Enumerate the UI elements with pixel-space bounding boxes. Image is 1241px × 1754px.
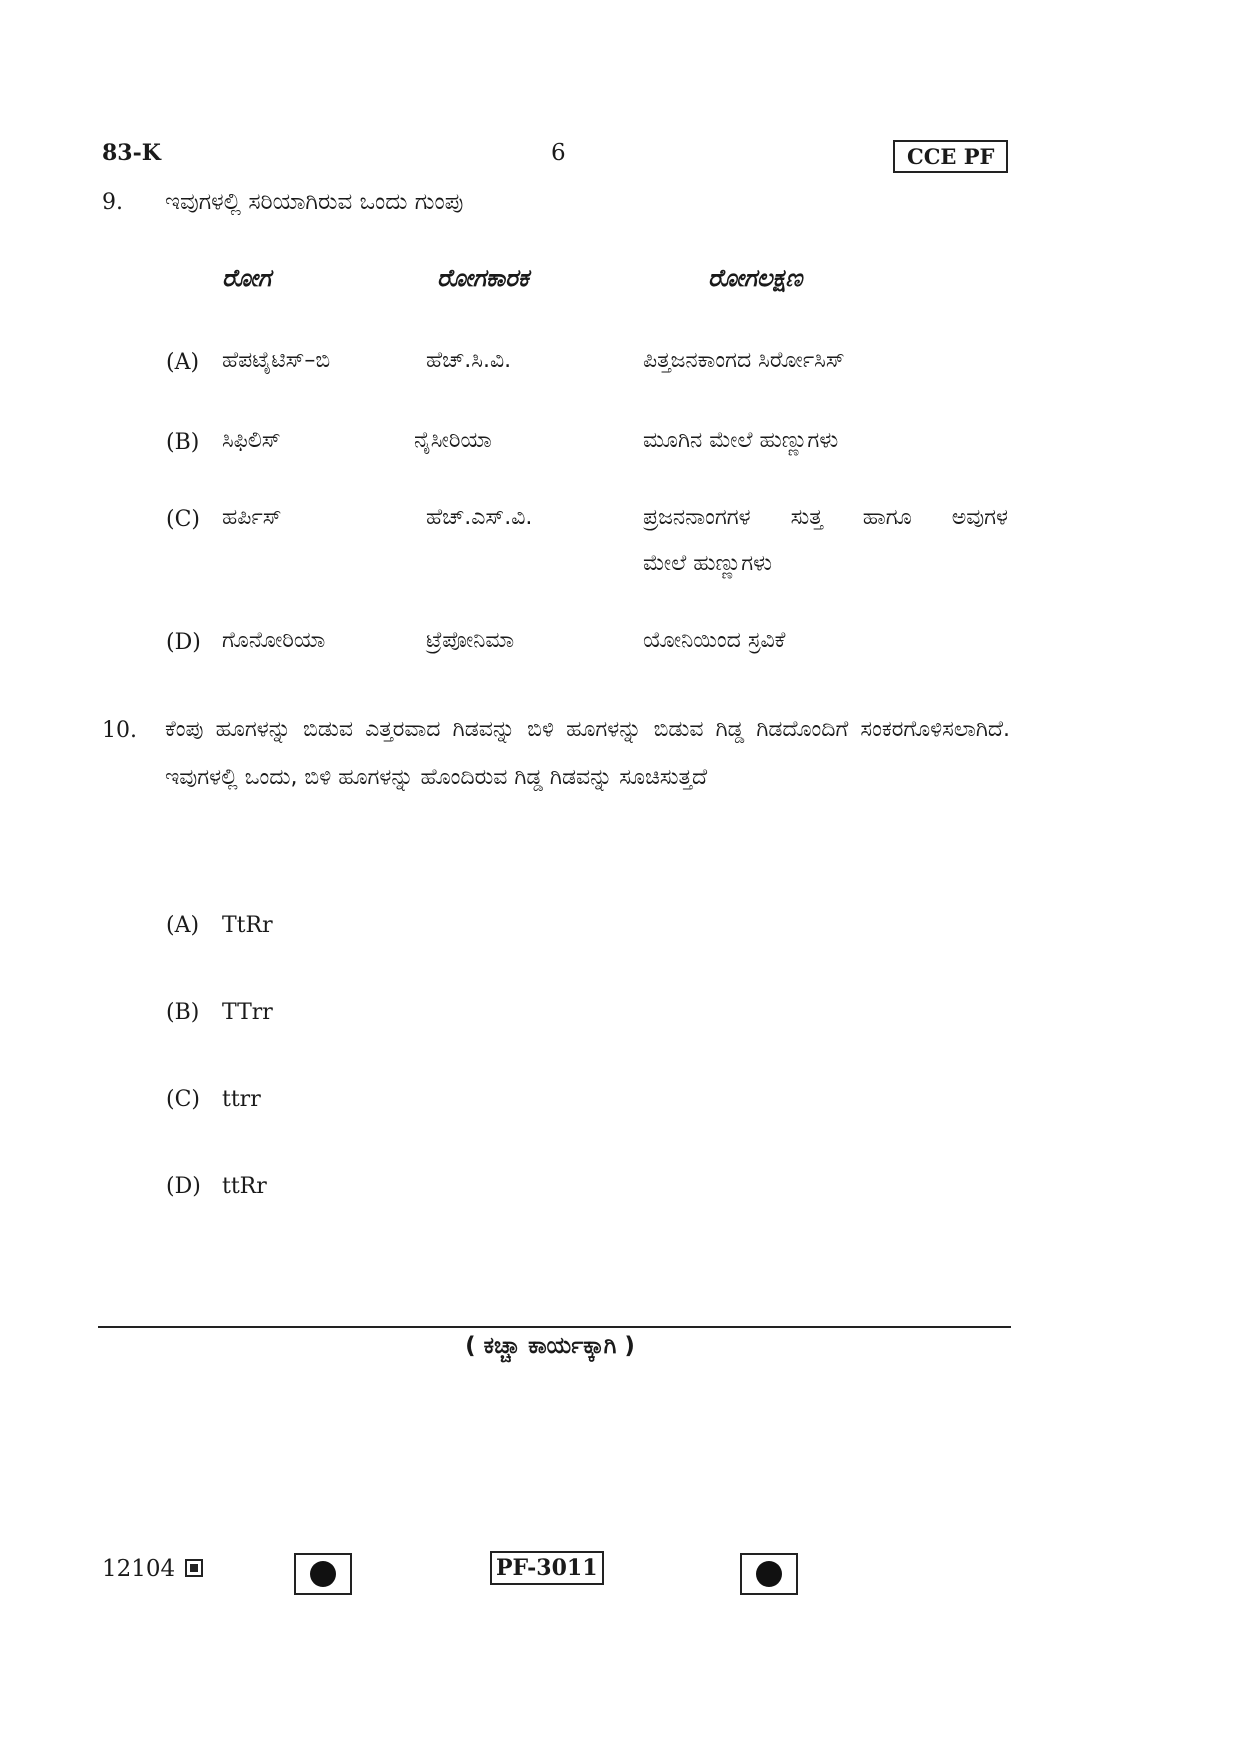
q9-option-c-symptom-cont: ಮೇಲೆ ಹುಣ್ಣುಗಳು xyxy=(643,551,773,576)
q9-option-c-disease: ಹರ್ಪಿಸ್ xyxy=(222,505,282,530)
q9-text: ಇವುಗಳಲ್ಲಿ ಸರಿಯಾಗಿರುವ ಒಂದು ಗುಂಪು xyxy=(165,189,464,215)
q9-option-a-symptom: ಪಿತ್ತಜನಕಾಂಗದ ಸಿರ್ರೋಸಿಸ್ xyxy=(643,348,845,373)
q9-column-symptom: ರೋಗಲಕ್ಷಣ xyxy=(708,264,803,292)
square-dot-icon xyxy=(185,1559,203,1577)
q9-option-a-label: (A) xyxy=(166,350,200,375)
q10-option-b-value: TTrr xyxy=(222,1000,273,1025)
q10-option-a-label: (A) xyxy=(166,913,200,938)
q9-column-disease: ರೋಗ xyxy=(222,264,271,292)
q10-option-b-label: (B) xyxy=(166,1000,200,1025)
registration-mark-icon xyxy=(740,1553,798,1595)
q10-option-d-label: (D) xyxy=(166,1174,201,1199)
q9-option-d-symptom: ಯೋನಿಯಿಂದ ಸ್ರವಿಕೆ xyxy=(643,628,786,653)
registration-mark-icon xyxy=(294,1553,352,1595)
q9-option-a-pathogen: ಹೆಚ್.ಸಿ.ವಿ. xyxy=(426,348,512,373)
q9-option-c-pathogen: ಹೆಚ್.ಎಸ್.ವಿ. xyxy=(426,505,533,530)
barcode-number-text: 12104 xyxy=(102,1556,176,1582)
barcode-number xyxy=(102,1556,203,1582)
q10-option-d-value: ttRr xyxy=(222,1174,267,1199)
q9-option-b-symptom: ಮೂಗಿನ ಮೇಲೆ ಹುಣ್ಣುಗಳು xyxy=(643,428,839,453)
q10-number: 10. xyxy=(102,718,137,743)
q9-option-b-label: (B) xyxy=(166,430,200,455)
paper-code-label: 83-K xyxy=(102,140,161,166)
q10-option-c-label: (C) xyxy=(166,1087,200,1112)
q10-option-a-value: TtRr xyxy=(222,913,273,938)
q10-option-c-value: ttrr xyxy=(222,1087,261,1112)
paper-code-box: PF-3011 xyxy=(490,1551,604,1585)
page-number: 6 xyxy=(551,140,566,166)
q10-text: ಕೆಂಪು ಹೂಗಳನ್ನು ಬಿಡುವ ಎತ್ತರವಾದ ಗಿಡವನ್ನು ಬಿಳಿ ಹೂಗಳನ್ನು ಬಿಡುವ ಗಿಡ್ಡ ಗಿಡದೊಂದಿಗೆ ಸಂಕರಗೊಳಿಸಲಾಗಿದೆ. ಇವುಗಳಲ್ಲಿ ಒಂದು, ಬಿಳಿ ಹೂಗಳನ್ನು ಹೊಂದಿರುವ ಗಿಡ್ಡ ಗಿಡವನ್ನು ಸೂಚಿಸುತ್ತದೆ xyxy=(165,717,1010,790)
q9-number: 9. xyxy=(102,190,123,215)
q9-option-c-symptom: ಪ್ರಜನನಾಂಗಗಳ ಸುತ್ತ ಹಾಗೂ ಅವುಗಳ xyxy=(643,505,1008,530)
q9-option-d-label: (D) xyxy=(166,630,201,655)
series-box: CCE PF xyxy=(893,140,1008,173)
q9-option-b-pathogen: ನೈಸೀರಿಯಾ xyxy=(414,428,492,453)
q9-option-a-disease: ಹೆಪಟೈಟಿಸ್–ಬಿ xyxy=(222,348,331,373)
rough-work-divider xyxy=(98,1326,1011,1328)
rough-work-label: ( ಕಚ್ಚಾ ಕಾರ್ಯಕ್ಕಾಗಿ ) xyxy=(465,1333,635,1359)
q9-option-d-pathogen: ಟ್ರೆಪೋನಿಮಾ xyxy=(426,628,515,653)
q9-option-b-disease: ಸಿಫಿಲಿಸ್ xyxy=(222,428,281,453)
q9-option-d-disease: ಗೊನೋರಿಯಾ xyxy=(222,628,326,653)
q9-column-pathogen: ರೋಗಕಾರಕ xyxy=(437,264,529,292)
q9-option-c-label: (C) xyxy=(166,507,200,532)
